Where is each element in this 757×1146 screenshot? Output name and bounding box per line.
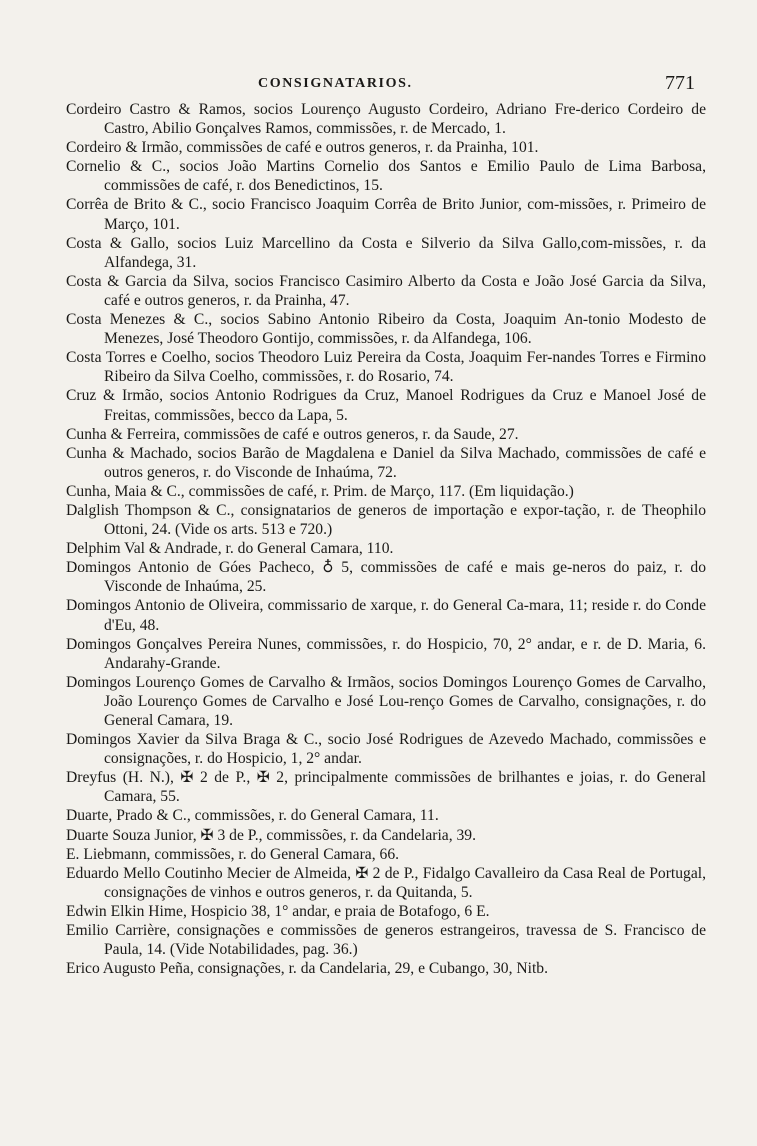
directory-entry: Corrêa de Brito & C., socio Francisco Joaquim Corrêa de Brito Junior, com-missões, r. Primeiro de Março, 101.	[66, 196, 706, 233]
directory-entry: Domingos Xavier da Silva Braga & C., socio José Rodrigues de Azevedo Machado, commissões e consignações, r. do Hospicio, 1, 2° andar.	[66, 731, 706, 768]
entry-list	[66, 100, 706, 978]
directory-entry: Cordeiro & Irmão, commissões de café e outros generos, r. da Prainha, 101.	[66, 139, 539, 157]
directory-entry: Emilio Carrière, consignações e commissões de generos estrangeiros, travessa de S. Francisco de Paula, 14. (Vide Notabilidades, pag. 36.)	[66, 922, 706, 959]
page-header	[0, 72, 757, 100]
directory-entry: Cunha, Maia & C., commissões de café, r. Prim. de Março, 117. (Em liquidação.)	[66, 482, 574, 500]
directory-entry: Cornelio & C., socios João Martins Cornelio dos Santos e Emilio Paulo de Lima Barbosa, commissões de café, r. dos Benedictinos, 15.	[66, 158, 706, 195]
directory-entry: Erico Augusto Peña, consignações, r. da Candelaria, 29, e Cubango, 30, Nitb.	[66, 960, 549, 978]
directory-entry: Domingos Antonio de Oliveira, commissario de xarque, r. do General Ca-mara, 11; reside r. do Conde d'Eu, 48.	[66, 597, 706, 634]
directory-entry: E. Liebmann, commissões, r. do General Camara, 66.	[66, 845, 400, 863]
directory-entry: Domingos Gonçalves Pereira Nunes, commissões, r. do Hospicio, 70, 2° andar, e r. de D. Maria, 6. Andarahy-Grande.	[66, 635, 706, 672]
directory-entry: Costa Torres e Coelho, socios Theodoro Luiz Pereira da Costa, Joaquim Fer-nandes Torres e Firmino Ribeiro da Silva Coelho, commissões, r. do Rosario, 74.	[66, 349, 706, 386]
directory-entry: Delphim Val & Andrade, r. do General Camara, 110.	[66, 540, 394, 558]
page-number: 771	[665, 72, 695, 94]
directory-entry: Domingos Lourenço Gomes de Carvalho & Irmãos, socios Domingos Lourenço Gomes de Carvalho, João Lourenço Gomes de Carvalho e José Lou-renço Gomes de Carvalho, consignações, r. do General Camara, 19.	[66, 673, 706, 729]
directory-entry: Cunha & Ferreira, commissões de café e outros generos, r. da Saude, 27.	[66, 425, 519, 443]
directory-entry: Cruz & Irmão, socios Antonio Rodrigues da Cruz, Manoel Rodrigues da Cruz e Manoel José de Freitas, commissões, becco da Lapa, 5.	[66, 387, 706, 424]
directory-entry: Domingos Antonio de Góes Pacheco, ♁ 5, commissões de café e mais ge-neros do paiz, r. do Visconde de Inhaúma, 25.	[66, 559, 706, 596]
directory-entry: Dalglish Thompson & C., consignatarios de generos de importação e expor-tação, r. de Theophilo Ottoni, 24. (Vide os arts. 513 e 720.)	[66, 501, 706, 539]
directory-entry: Edwin Elkin Hime, Hospicio 38, 1° andar, e praia de Botafogo, 6 E.	[66, 902, 490, 920]
directory-entry: Costa & Garcia da Silva, socios Francisco Casimiro Alberto da Costa e João José Garcia da Silva, café e outros generos, r. da Prainha, 47.	[66, 272, 706, 309]
directory-entry: Eduardo Mello Coutinho Mecier de Almeida, ✠ 2 de P., Fidalgo Cavalleiro da Casa Real de Portugal, consignações de vinhos e outros generos, r. da Quitanda, 5.	[66, 864, 706, 901]
directory-entry: Dreyfus (H. N.), ✠ 2 de P., ✠ 2, principalmente commissões de brilhantes e joias, r. do General Camara, 55.	[66, 769, 706, 806]
directory-entry: Costa & Gallo, socios Luiz Marcellino da Costa e Silverio da Silva Gallo,com-missões, r. da Alfandega, 31.	[66, 234, 706, 271]
directory-entry: Cordeiro Castro & Ramos, socios Lourenço Augusto Cordeiro, Adriano Fre-derico Cordeiro de Castro, Abilio Gonçalves Ramos, commissões, r. de Mercado, 1.	[66, 101, 706, 138]
directory-entry: Cunha & Machado, socios Barão de Magdalena e Daniel da Silva Machado, commissões de café e outros generos, r. do Visconde de Inhaúma, 72.	[66, 444, 706, 481]
directory-entry: Costa Menezes & C., socios Sabino Antonio Ribeiro da Costa, Joaquim An-tonio Modesto de Menezes, José Theodoro Gontijo, commissões, r. da Alfandega, 106.	[66, 311, 706, 348]
directory-entry: Duarte Souza Junior, ✠ 3 de P., commissões, r. da Candelaria, 39.	[66, 826, 477, 844]
page-title: CONSIGNATARIOS.	[258, 76, 413, 91]
directory-entry: Duarte, Prado & C., commissões, r. do General Camara, 11.	[66, 807, 439, 825]
